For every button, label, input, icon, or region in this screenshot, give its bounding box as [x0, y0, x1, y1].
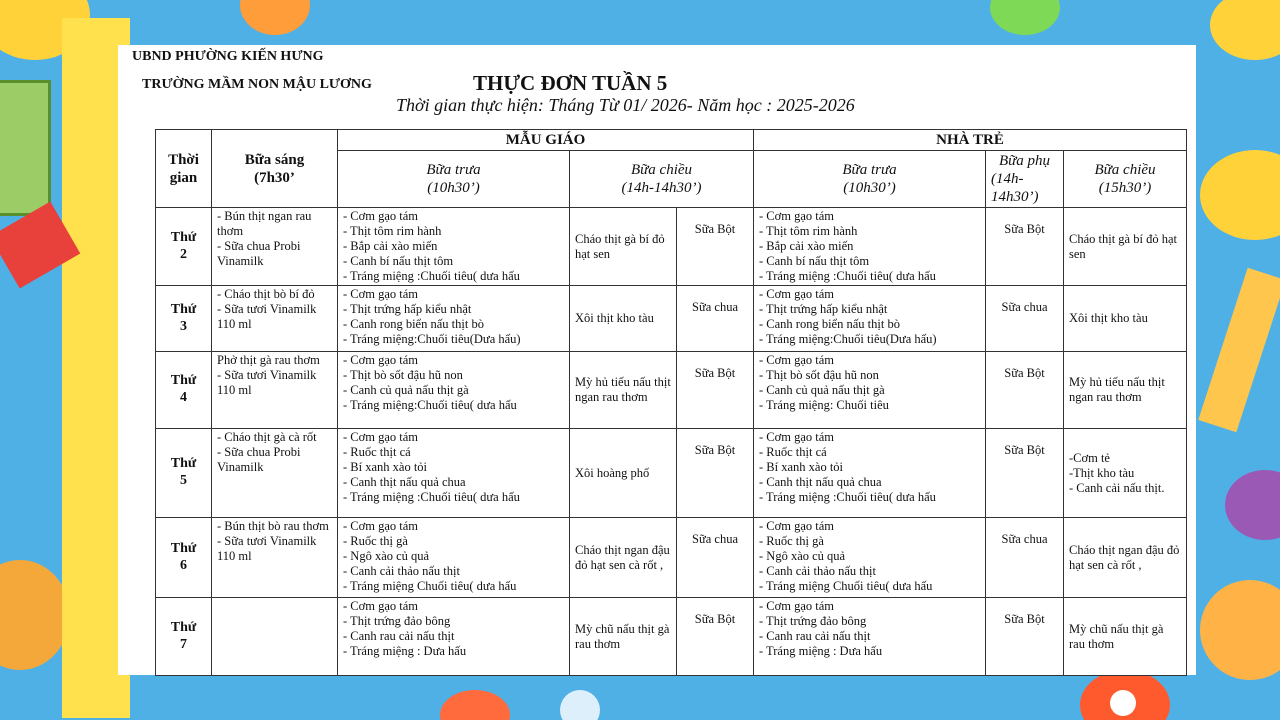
mg-lunch-cell-line: - Tráng miệng Chuối tiêu( dưa hấu [343, 579, 517, 593]
breakfast-cell [212, 286, 338, 352]
mg-lunch-cell-line: - Canh thịt nấu quả chua [343, 475, 466, 489]
mg-lunch-cell-line: - Canh cải thảo nấu thịt [343, 564, 460, 578]
nt-lunch-cell-line: - Ruốc thịt cá [759, 445, 827, 459]
mg-lunch-cell-line: - Ruốc thịt cá [343, 445, 411, 459]
mg-lunch-cell [338, 518, 570, 598]
nt-afternoon-cell-line: -Thịt kho tàu [1069, 465, 1135, 480]
menu-row [156, 518, 1187, 598]
fruit-decoration [990, 0, 1060, 35]
nt-lunch-cell-line: - Thịt tôm rim hành [759, 224, 858, 238]
mg-lunch-cell-line: - Canh bí nấu thịt tôm [343, 254, 454, 268]
fruit-decoration [1225, 470, 1280, 540]
nt-afternoon-cell [1064, 208, 1187, 286]
mg-lunch-cell-line: - Canh rau cải nấu thịt [343, 629, 455, 643]
fruit-decoration [1200, 150, 1280, 240]
mg-milk-cell: Sữa Bột [677, 598, 754, 676]
pencil-decoration [1198, 268, 1280, 433]
org-name: UBND PHƯỜNG KIẾN HƯNG [132, 49, 324, 64]
nt-lunch-cell-line: - Cơm gạo tám [759, 430, 834, 444]
menu-row [156, 352, 1187, 429]
mg-lunch-cell-line: - Thịt trứng đảo bông [343, 614, 451, 628]
mg-afternoon-cell [570, 518, 677, 598]
menu-body [156, 208, 1187, 676]
fruit-decoration [560, 690, 600, 720]
mg-lunch-cell-line: - Cơm gạo tám [343, 430, 418, 444]
mg-lunch-header: Bữa trưa (10h30’) [338, 151, 570, 208]
nt-lunch-cell-line: - Ruốc thị gà [759, 534, 824, 548]
mg-afternoon-cell-line: Xôi hoàng phố [575, 465, 650, 480]
day-number: 4 [180, 390, 187, 405]
nt-afternoon-cell-line: -Cơm tẻ [1069, 450, 1110, 465]
nt-snack-cell: Sữa chua [986, 518, 1064, 598]
nt-lunch-cell-line: - Ngô xào củ quả [759, 549, 846, 563]
nt-lunch-cell-line: - Canh rau cải nấu thịt [759, 629, 871, 643]
nt-lunch-cell [754, 429, 986, 518]
day-label: Thứ [170, 540, 197, 556]
breakfast-cell-line: - Sữa tươi Vinamilk 110 ml [217, 534, 317, 563]
nt-snack-cell: Sữa Bột [986, 598, 1064, 676]
fruit-decoration [240, 0, 310, 35]
mg-afternoon-header: Bữa chiều (14h-14h30’) [570, 151, 754, 208]
crayon-decoration [0, 80, 51, 216]
fruit-decoration [1210, 0, 1280, 60]
nt-lunch-cell-line: - Cơm gạo tám [759, 599, 834, 613]
nt-afternoon-cell [1064, 286, 1187, 352]
nt-lunch-cell-line: - Bí xanh xào tỏi [759, 460, 844, 474]
nt-lunch-cell-line: - Thịt trứng hấp kiểu nhật [759, 302, 888, 316]
nt-afternoon-cell-line: - Canh cải nấu thịt. [1069, 480, 1165, 495]
breakfast-cell-line: - Sữa chua Probi Vinamilk [217, 445, 301, 474]
day-label: Thứ [170, 456, 197, 472]
breakfast-cell-line: - Bún thịt ngan rau thơm [217, 209, 312, 238]
fruit-decoration [1110, 690, 1136, 716]
day-number: 7 [180, 636, 187, 652]
nt-snack-cell: Sữa Bột [986, 429, 1064, 518]
time-header: Thời gian [156, 130, 212, 208]
nt-lunch-cell-line: - Cơm gạo tám [759, 287, 834, 301]
mg-lunch-cell [338, 352, 570, 429]
day-number: 6 [180, 557, 187, 573]
nt-afternoon-cell [1064, 598, 1187, 676]
menu-row [156, 598, 1187, 676]
page-title: THỰC ĐƠN TUẦN 5 [473, 71, 668, 95]
mg-afternoon-cell-line: Xôi thịt kho tàu [575, 311, 654, 325]
mg-lunch-cell-line: - Thịt tôm rim hành [343, 224, 442, 238]
mg-lunch-cell-line: - Cơm gạo tám [343, 287, 418, 301]
nt-afternoon-cell-line: Cháo thịt gà bí đỏ hạt sen [1069, 231, 1177, 261]
nt-lunch-cell-line: - Cơm gạo tám [759, 519, 834, 533]
nt-afternoon-cell [1064, 352, 1187, 429]
nt-lunch-cell-line: - Tráng miệng :Chuối tiêu( dưa hấu [759, 490, 936, 504]
breakfast-cell-line: - Sữa tươi Vinamilk 110 ml [217, 302, 317, 331]
day-label: Thứ [170, 373, 197, 389]
mg-milk-cell: Sữa chua [677, 518, 754, 598]
breakfast-cell-line: - Bún thịt bò rau thơm [217, 519, 329, 533]
mg-lunch-cell [338, 429, 570, 518]
nt-lunch-cell-line: - Tráng miệng : Dưa hấu [759, 644, 883, 658]
nt-lunch-cell-line: - Tráng miệng:Chuối tiêu(Dưa hấu) [759, 332, 937, 346]
nt-lunch-cell-line: - Cơm gạo tám [759, 353, 834, 367]
mg-afternoon-cell-line: Mỳ chũ nấu thịt gà rau thơm [575, 621, 670, 651]
day-cell [156, 518, 212, 598]
nt-lunch-cell-line: - Tráng miệng: Chuối tiêu [759, 398, 889, 412]
menu-row [156, 286, 1187, 352]
nt-lunch-cell-line: - Bắp cải xào miến [759, 239, 854, 253]
mg-afternoon-cell [570, 598, 677, 676]
day-label: Thứ [170, 229, 197, 245]
nt-lunch-cell-line: - Canh rong biển nấu thịt bò [759, 317, 900, 331]
breakfast-cell-line: - Cháo thịt bò bí đỏ [217, 287, 315, 301]
mg-milk-cell: Sữa chua [677, 286, 754, 352]
mg-lunch-cell-line: - Canh rong biển nấu thịt bò [343, 317, 484, 331]
mg-lunch-cell-line: - Tráng miệng :Chuối tiêu( dưa hấu [343, 490, 520, 504]
mg-lunch-cell-line: - Cơm gạo tám [343, 353, 418, 367]
mg-lunch-cell-line: - Ngô xào củ quả [343, 549, 430, 563]
fruit-decoration [1200, 580, 1280, 680]
mg-lunch-cell-line: - Tráng miệng:Chuối tiêu(Dưa hấu) [343, 332, 521, 346]
nt-lunch-cell-line: - Tráng miệng :Chuối tiêu( dưa hấu [759, 269, 936, 283]
mg-milk-cell: Sữa Bột [677, 429, 754, 518]
nt-lunch-cell-line: - Canh cải thảo nấu thịt [759, 564, 876, 578]
mg-lunch-cell [338, 598, 570, 676]
nt-lunch-cell-line: - Canh bí nấu thịt tôm [759, 254, 870, 268]
menu-row [156, 429, 1187, 518]
day-number: 5 [180, 473, 187, 488]
day-number: 2 [180, 246, 187, 262]
mg-lunch-cell-line: - Cơm gạo tám [343, 209, 418, 223]
mg-lunch-cell [338, 286, 570, 352]
nt-lunch-cell-line: - Canh củ quả nấu thịt gà [759, 383, 885, 397]
nt-afternoon-cell [1064, 518, 1187, 598]
menu-table [155, 129, 1187, 676]
fruit-decoration [0, 560, 70, 670]
nt-lunch-cell [754, 208, 986, 286]
menu-row [156, 208, 1187, 286]
mg-lunch-cell-line: - Tráng miệng:Chuối tiêu( dưa hấu [343, 398, 517, 412]
fruit-decoration [440, 690, 510, 720]
nt-lunch-cell-line: - Canh thịt nấu quả chua [759, 475, 882, 489]
breakfast-cell-line: - Sữa tươi Vinamilk 110 ml [217, 368, 317, 397]
mg-afternoon-cell [570, 352, 677, 429]
nt-afternoon-cell-line: Cháo thịt ngan đậu đỏ hạt sen cà rốt , [1069, 542, 1180, 572]
mau-giao-header: MẪU GIÁO [338, 130, 754, 151]
day-cell [156, 208, 212, 286]
school-name: TRƯỜNG MẦM NON MẬU LƯƠNG [142, 77, 372, 92]
mg-lunch-cell-line: - Bắp cải xào miến [343, 239, 438, 253]
nt-afternoon-cell-line: Xôi thịt kho tàu [1069, 311, 1148, 325]
nt-lunch-cell-line: - Thịt trứng đảo bông [759, 614, 867, 628]
mg-lunch-cell-line: - Thịt bò sốt đậu hũ non [343, 368, 463, 382]
breakfast-cell-line: - Cháo thịt gà cà rốt [217, 430, 317, 444]
breakfast-cell [212, 208, 338, 286]
mg-afternoon-cell-line: Cháo thịt gà bí đỏ hạt sen [575, 231, 665, 261]
nt-snack-header: Bữa phụ (14h-14h30’) [986, 151, 1064, 208]
nt-afternoon-cell-line: Mỳ chũ nấu thịt gà rau thơm [1069, 621, 1164, 651]
breakfast-cell [212, 518, 338, 598]
breakfast-header: Bữa sáng (7h30’ [212, 130, 338, 208]
mg-afternoon-cell-line: Cháo thịt ngan đậu đỏ hạt sen cà rốt , [575, 542, 670, 572]
breakfast-cell [212, 352, 338, 429]
nt-snack-cell: Sữa Bột [986, 352, 1064, 429]
breakfast-cell [212, 429, 338, 518]
nt-afternoon-cell [1064, 429, 1187, 518]
nt-lunch-header: Bữa trưa (10h30’) [754, 151, 986, 208]
mg-lunch-cell-line: - Canh củ quả nấu thịt gà [343, 383, 469, 397]
mg-lunch-cell-line: - Bí xanh xào tỏi [343, 460, 428, 474]
mg-milk-cell: Sữa Bột [677, 208, 754, 286]
nt-snack-cell: Sữa chua [986, 286, 1064, 352]
nt-afternoon-header: Bữa chiều (15h30’) [1064, 151, 1187, 208]
day-number: 3 [180, 318, 187, 334]
mg-milk-cell: Sữa Bột [677, 352, 754, 429]
day-label: Thứ [170, 301, 197, 317]
nt-snack-cell: Sữa Bột [986, 208, 1064, 286]
day-cell [156, 429, 212, 518]
mg-lunch-cell-line: - Cơm gạo tám [343, 599, 418, 613]
day-cell [156, 352, 212, 429]
day-cell [156, 286, 212, 352]
mg-afternoon-cell-line: Mỳ hủ tiếu nấu thịt ngan rau thơm [575, 375, 671, 404]
breakfast-cell [212, 598, 338, 676]
mg-afternoon-cell [570, 286, 677, 352]
mg-lunch-cell-line: - Cơm gạo tám [343, 519, 418, 533]
mg-lunch-cell-line: - Ruốc thị gà [343, 534, 408, 548]
mg-lunch-cell [338, 208, 570, 286]
mg-afternoon-cell [570, 429, 677, 518]
nt-lunch-cell [754, 518, 986, 598]
mg-lunch-cell-line: - Tráng miệng : Dưa hấu [343, 644, 467, 658]
nt-lunch-cell [754, 286, 986, 352]
mg-afternoon-cell [570, 208, 677, 286]
nt-afternoon-cell-line: Mỳ hủ tiếu nấu thịt ngan rau thơm [1069, 375, 1165, 404]
nt-lunch-cell-line: - Cơm gạo tám [759, 209, 834, 223]
page-subtitle: Thời gian thực hiện: Tháng Từ 01/ 2026- Năm học : 2025-2026 [396, 95, 855, 115]
nt-lunch-cell [754, 352, 986, 429]
day-label: Thứ [170, 619, 197, 635]
day-cell [156, 598, 212, 676]
mg-lunch-cell-line: - Tráng miệng :Chuối tiêu( dưa hấu [343, 269, 520, 283]
nt-lunch-cell-line: - Thịt bò sốt đậu hũ non [759, 368, 879, 382]
nt-lunch-cell [754, 598, 986, 676]
nt-lunch-cell-line: - Tráng miệng Chuối tiêu( dưa hấu [759, 579, 933, 593]
menu-document [118, 45, 1196, 675]
mg-lunch-cell-line: - Thịt trứng hấp kiểu nhật [343, 302, 472, 316]
breakfast-cell-line: Phở thịt gà rau thơm [217, 353, 320, 367]
nha-tre-header: NHÀ TRẺ [754, 130, 1187, 151]
breakfast-cell-line: - Sữa chua Probi Vinamilk [217, 239, 301, 268]
